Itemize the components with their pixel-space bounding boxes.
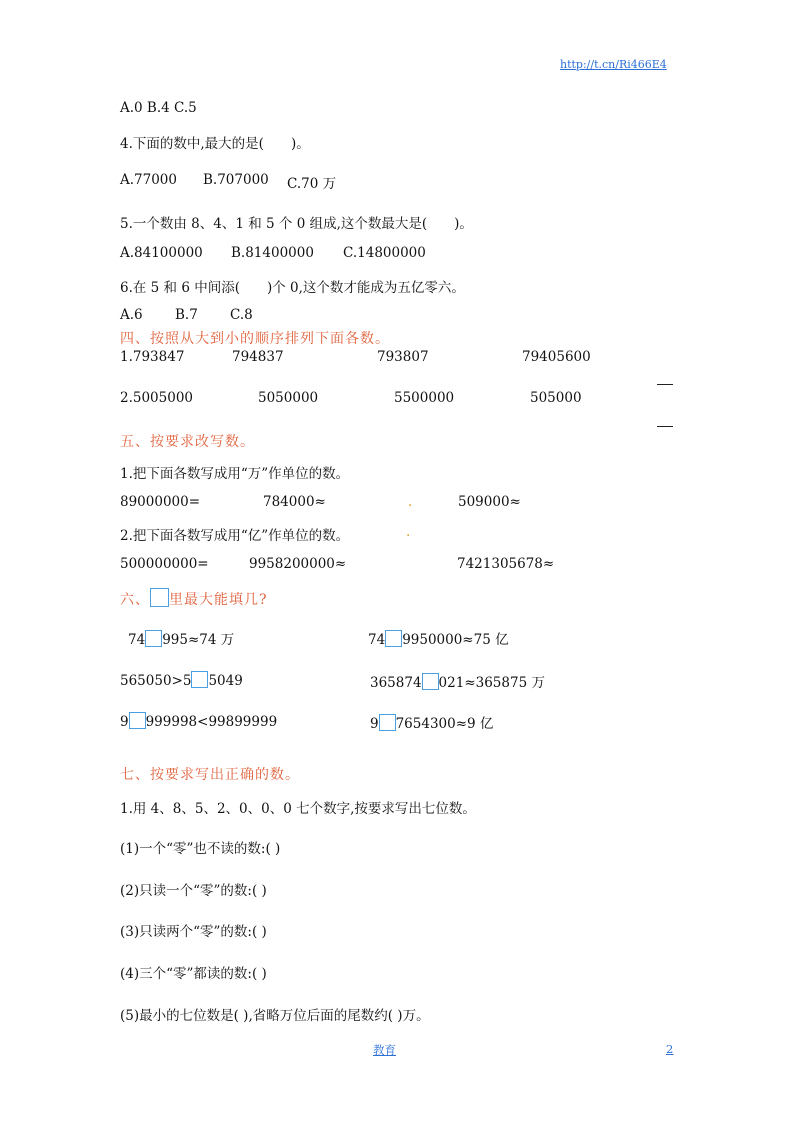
stray-dot: . [408, 494, 413, 510]
sec6-item [120, 671, 243, 689]
header-url-link[interactable]: http://t.cn/Ri466E4 [560, 58, 667, 71]
answer-line-2 [657, 426, 673, 427]
sec6-item [370, 671, 545, 691]
section4-title: 四、按照从大到小的顺序排列下面各数。 [120, 331, 390, 347]
sec7-item-1: (1)一个“零”也不读的数:( ) [120, 841, 281, 857]
sec6-item-pre: 74 [128, 632, 146, 648]
section6-title-prefix: 六、 [120, 592, 150, 608]
q6-option-a: A.6 [120, 307, 143, 323]
fill-box[interactable] [385, 630, 402, 647]
sec6-item-pre: 9 [120, 714, 129, 730]
sec6-item-post: 7654300≈9 亿 [395, 716, 494, 732]
q4-option-a: A.77000 [120, 172, 177, 188]
sec6-item-pre: 74 [368, 632, 386, 648]
section5-title: 五、按要求改写数。 [120, 434, 255, 450]
page-number: 2 [666, 1042, 674, 1056]
sec5-sub1: 1.把下面各数写成用“万”作单位的数。 [120, 466, 350, 482]
sec7-item-2: (2)只读一个“零”的数:( ) [120, 883, 267, 899]
sec5-item2: 784000≈ [263, 494, 326, 510]
sec7-item-4: (4)三个“零”都读的数:( ) [120, 966, 267, 982]
fill-box[interactable] [422, 673, 439, 690]
sec4-row1-num4: 79405600 [522, 349, 591, 365]
sec6-item [120, 712, 277, 730]
section6-title [120, 588, 268, 609]
q4-option-b: B.707000 [203, 172, 269, 188]
fill-box[interactable] [145, 630, 162, 647]
section6-title-suffix: 里最大能填几? [169, 592, 268, 608]
sec4-row2-num4: 505000 [530, 390, 582, 406]
sec5-item3: 509000≈ [458, 494, 521, 510]
sec7-item-5: (5)最小的七位数是( ),省略万位后面的尾数约( )万。 [120, 1008, 430, 1024]
sec7-item-3: (3)只读两个“零”的数:( ) [120, 924, 267, 940]
stray-dot: . [406, 524, 411, 540]
sec6-item-post: 999998<99899999 [145, 714, 278, 730]
sec6-item-post: 021≈365875 万 [438, 675, 545, 691]
q5-option-a: A.84100000 [120, 245, 203, 261]
sec6-item [368, 628, 509, 648]
section7-title: 七、按要求写出正确的数。 [120, 767, 300, 783]
sec5-item5: 9958200000≈ [249, 556, 347, 572]
sec5-item4: 500000000= [120, 556, 209, 572]
q5-question: 5.一个数由 8、4、1 和 5 个 0 组成,这个数最大是( )。 [120, 216, 473, 232]
sec5-item6: 7421305678≈ [457, 556, 555, 572]
sec6-item-pre: 9 [370, 716, 379, 732]
sec4-row1-num3: 793807 [377, 349, 429, 365]
blank-box-icon [150, 588, 169, 607]
fill-box[interactable] [379, 714, 396, 731]
footer-center-link[interactable]: 教育 [373, 1043, 396, 1057]
sec6-item-pre: 365874 [370, 675, 422, 691]
q5-option-b: B.81400000 [231, 245, 314, 261]
sec6-item [128, 628, 234, 648]
sec5-item1: 89000000= [120, 494, 201, 510]
sec6-item-pre: 565050>5 [120, 673, 192, 689]
sec6-item-post: 5049 [208, 673, 243, 689]
sec4-row2-num2: 5050000 [258, 390, 319, 406]
sec6-item-post: 995≈74 万 [162, 632, 235, 648]
q4-question: 4.下面的数中,最大的是( )。 [120, 136, 310, 152]
sec4-row2-num1: 2.5005000 [120, 390, 194, 406]
sec6-item [370, 712, 493, 732]
q5-option-c: C.14800000 [343, 245, 426, 261]
fill-box[interactable] [191, 671, 208, 688]
q6-option-b: B.7 [175, 307, 198, 323]
sec6-item-post: 9950000≈75 亿 [402, 632, 509, 648]
q3-options: A.0 B.4 C.5 [120, 100, 197, 116]
q6-option-c: C.8 [230, 307, 253, 323]
sec5-sub2: 2.把下面各数写成用“亿”作单位的数。 [120, 528, 350, 544]
fill-box[interactable] [129, 712, 146, 729]
q6-question: 6.在 5 和 6 中间添( )个 0,这个数才能成为五亿零六。 [120, 280, 465, 296]
sec7-sub1: 1.用 4、8、5、2、0、0、0 七个数字,按要求写出七位数。 [120, 801, 476, 817]
sec4-row1-num2: 794837 [232, 349, 284, 365]
answer-line-1 [657, 384, 673, 385]
q4-option-c: C.70 万 [287, 176, 337, 192]
sec4-row1-num1: 1.793847 [120, 349, 185, 365]
sec4-row2-num3: 5500000 [394, 390, 455, 406]
